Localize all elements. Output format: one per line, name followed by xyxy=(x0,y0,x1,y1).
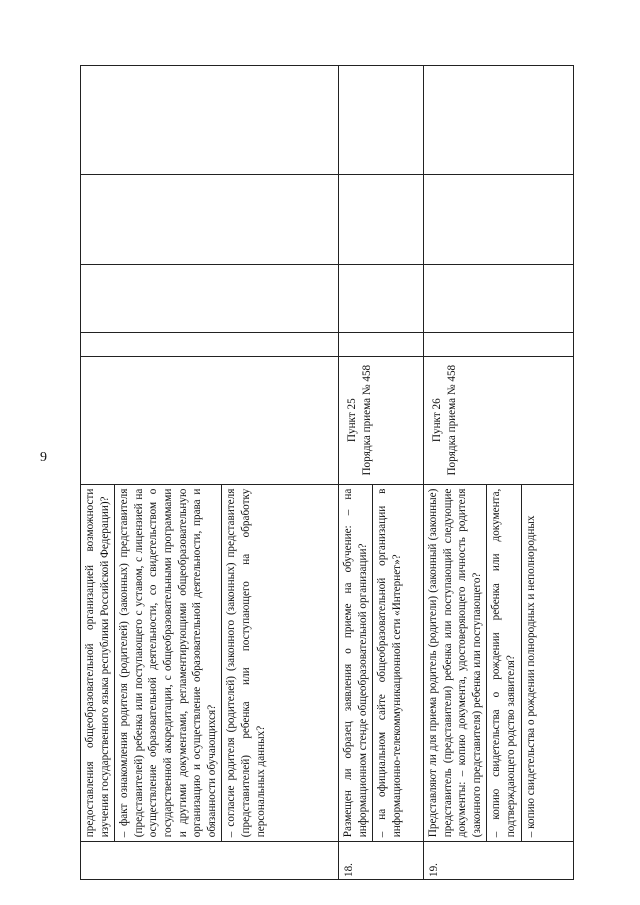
answer-cell xyxy=(339,333,424,356)
answer-cell xyxy=(424,175,574,265)
answer-cell xyxy=(81,333,339,356)
rotated-table-page xyxy=(80,65,640,880)
answer-cell xyxy=(81,265,339,333)
row-number: 18. xyxy=(339,842,424,880)
answer-cell xyxy=(424,265,574,333)
reference-line: Пункт 25 xyxy=(346,398,358,443)
answer-cell xyxy=(81,66,339,175)
answer-cell xyxy=(424,333,574,356)
question-paragraph: Представляют ли для приема родитель (родители) (законный (законные) представитель (представители) ребенка или поступающий следующие документы: – копию документа, удостоверяющего личность родителя (законного представителя) ребенка или поступающего? xyxy=(427,488,483,838)
question-paragraph: – на официальном сайте общеобразовательной организации в информационно-телекоммуникационной сети «Интернет»? xyxy=(372,485,406,842)
question-cell xyxy=(81,484,339,842)
question-paragraph: – факт ознакомления родителя (родителей) (законных) представителя (представителей) ребенка или поступающего с уставом, с лицензией на осуществление образовательной деятельности, со свидетельством о государственной аккредитации, с общеобразовательными программами и другими документами, регламентирующими общеобразовательную организацию и осуществление образовательной деятельности, права и обязанности обучающихся? xyxy=(114,485,221,842)
reference-line: Порядка приема № 458 xyxy=(445,364,458,476)
answer-cell xyxy=(339,66,424,175)
answer-cell xyxy=(339,175,424,265)
question-paragraph: Размещен ли образец заявления о приеме на обучение: – на информационном стенде общеобразовательной организации? xyxy=(342,488,369,838)
table-row xyxy=(339,66,424,880)
table-row xyxy=(424,66,574,880)
row-number: 19. xyxy=(424,842,574,880)
question-cell xyxy=(424,484,574,842)
question-cell xyxy=(339,484,424,842)
checklist-table xyxy=(80,65,574,880)
answer-cell xyxy=(424,66,574,175)
reference-line: Порядка приема № 458 xyxy=(360,364,373,476)
page-number: 9 xyxy=(40,450,47,465)
answer-cell xyxy=(339,265,424,333)
reference-line: Пункт 26 xyxy=(431,398,443,443)
question-paragraph: – копию свидетельства о рождении полнородных и неполнородных xyxy=(521,485,541,842)
question-paragraph: – согласие родителя (родителей) (законного (законных) представителя (представителей) ребенка или поступающего на обработку персональных данных? xyxy=(221,485,270,842)
table-row xyxy=(81,66,339,880)
reference-cell xyxy=(424,356,574,484)
question-paragraph: – копию свидетельства о рождении ребенка или документа, подтверждающего родство заявителя? xyxy=(486,485,520,842)
reference-cell xyxy=(81,356,339,484)
answer-cell xyxy=(81,175,339,265)
question-paragraph: предоставления общеобразовательной организацией возможности изучения государственного языка республики Российской Федерации)? xyxy=(84,488,111,838)
reference-cell xyxy=(339,356,424,484)
row-number xyxy=(81,842,339,880)
